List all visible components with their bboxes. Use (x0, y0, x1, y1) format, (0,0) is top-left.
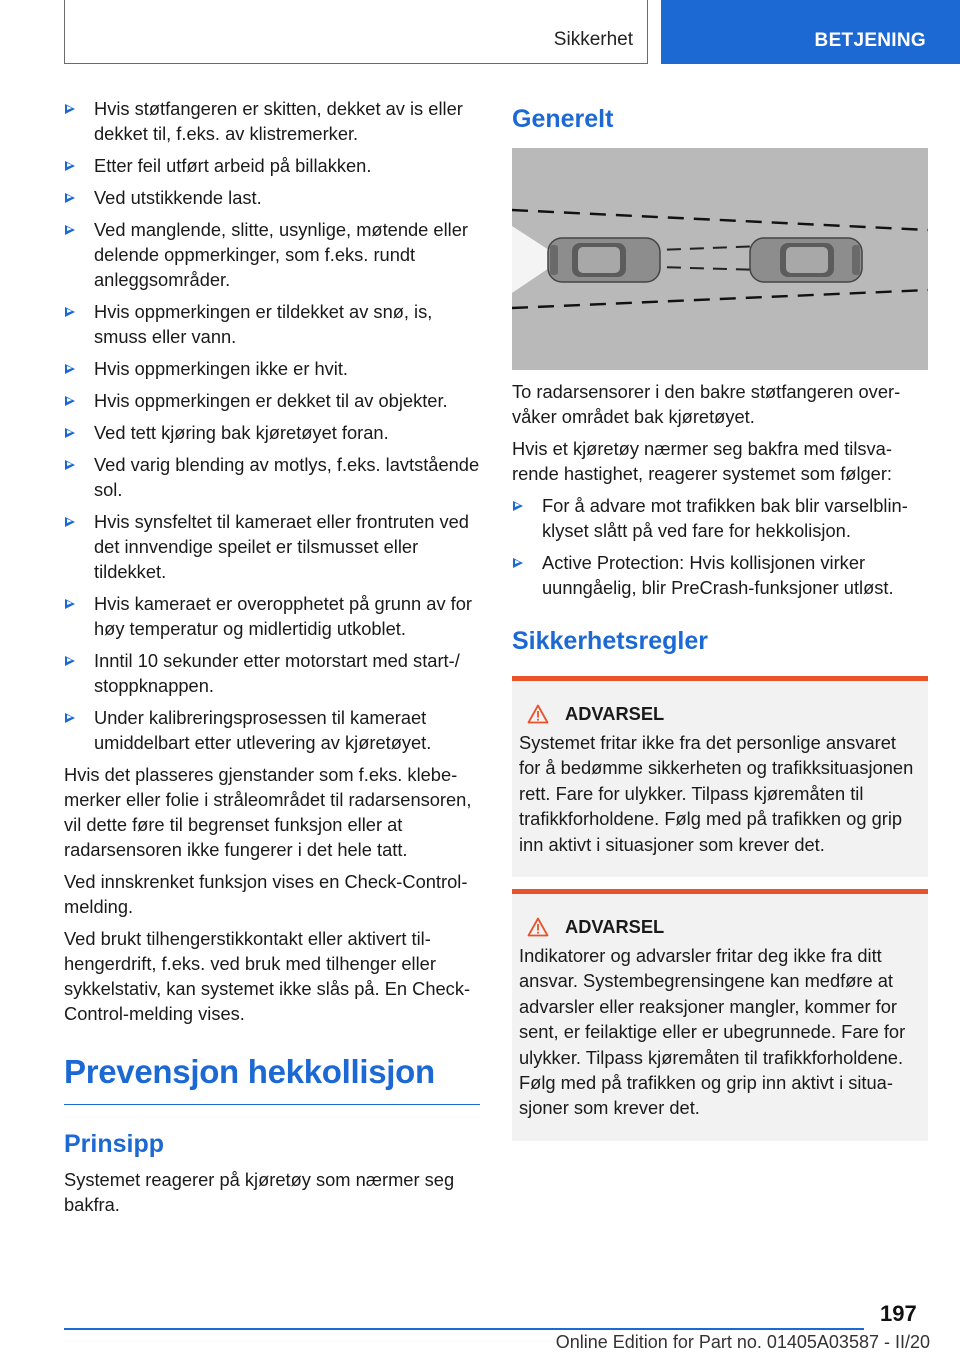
header-chapter-label: BETJENING (814, 30, 926, 51)
radar-sensors-paragraph: To radarsensorer i den bakre støtfangeren overvåker området bak kjøretøyet. (512, 381, 901, 427)
warning-title: ADVARSEL (565, 916, 665, 938)
list-item: Ved tett kjøring bak kjøretøyet foran. (64, 420, 480, 445)
general-heading: Generelt (512, 105, 614, 133)
header-section-tab (64, 0, 648, 64)
warning-triangle-icon (527, 704, 549, 724)
approach-paragraph: Hvis et kjøretøy nærmer seg bakfra med tilsvarende hastighet, reagerer systemet som følger: (512, 438, 893, 484)
radar-obstruction-paragraph: Hvis det plasseres gjenstander som f.eks. klebemerker eller folie i stråleområdet til radarsensoren, vil dette føre til begrenset funksjon eller at radarsensoren ikke fungerer i det hele tatt. (64, 764, 472, 860)
list-item: Hvis oppmerkingen ikke er hvit. (64, 356, 480, 381)
triangle-bullet-icon (513, 558, 523, 568)
section-heading: Prevensjon hekkollisjon (64, 1052, 480, 1105)
triangle-bullet-icon (65, 307, 75, 317)
list-item: Hvis oppmerkingen er dekket til av objekter. (64, 388, 480, 413)
triangle-bullet-icon (65, 428, 75, 438)
header-section-label: Sikkerhet (553, 29, 633, 50)
list-item: Hvis støtfangeren er skitten, dekket av is eller dekket til, f.eks. av klistremerker. (64, 96, 480, 146)
safety-rules-heading: Sikkerhetsregler (512, 627, 708, 655)
warning-triangle-icon (527, 917, 549, 937)
warning-text: Systemet fritar ikke fra det personlige ansvaret for å bedømme sikkerheten og trafikksituasjonen rett. Fare for ulykker. Tilpass kjøremåten til trafikkforholdene. Følg med på trafikken og grip inn aktivt i situasjoner som krever det. (519, 732, 914, 855)
reaction-list (512, 493, 928, 600)
triangle-bullet-icon (65, 364, 75, 374)
triangle-bullet-icon (65, 396, 75, 406)
check-control-paragraph: Ved innskrenket funksjon vises en Check-Control-melding. (64, 871, 468, 917)
list-item: Ved varig blending av motlys, f.eks. lavtstående sol. (64, 452, 480, 502)
footer-divider (64, 1328, 864, 1330)
warning-text: Indikatorer og advarsler fritar deg ikke fra ditt ansvar. Systembegrensingene kan medføre at advarsler eller reaksjoner mangler, kommer for sent, er feilaktige eller er ubegrunnede. Fare for ulykker. Tilpass kjøremåten til trafikkforholdene. Følg med på trafikken og grip inn aktivt i situasjoner som krever det. (519, 945, 906, 1119)
principle-heading: Prinsipp (64, 1130, 165, 1158)
triangle-bullet-icon (65, 599, 75, 609)
list-item: Etter feil utført arbeid på billakken. (64, 153, 480, 178)
list-item: Hvis oppmerkingen er tildekket av snø, is, smuss eller vann. (64, 299, 480, 349)
list-item: Inntil 10 sekunder etter motorstart med start-/ stoppknappen. (64, 648, 480, 698)
warning-box (512, 889, 928, 1141)
triangle-bullet-icon (513, 501, 523, 511)
rear-radar-illustration (512, 148, 928, 370)
list-item: Ved manglende, slitte, usynlige, møtende eller delende oppmerkinger, som f.eks. rundt anleggsområder. (64, 217, 480, 292)
triangle-bullet-icon (65, 460, 75, 470)
triangle-bullet-icon (65, 656, 75, 666)
warning-title: ADVARSEL (565, 703, 665, 724)
list-item: Under kalibreringsprosessen til kameraet umiddelbart etter utlevering av kjøretøyet. (64, 705, 480, 755)
left-column (64, 96, 480, 1224)
edition-note: Online Edition for Part no. 01405A03587 - II/20 (555, 1332, 930, 1352)
list-item: For å advare mot trafikken bak blir varselblinklyset slått på ved fare for hekkolisjon. (512, 493, 928, 543)
triangle-bullet-icon (65, 225, 75, 235)
list-item: Active Protection: Hvis kollisjonen virker uunngåelig, blir PreCrash-funksjoner utløst. (512, 550, 928, 600)
header-chapter-tab (661, 0, 960, 64)
warning-box (512, 676, 928, 877)
triangle-bullet-icon (65, 104, 75, 114)
triangle-bullet-icon (65, 161, 75, 171)
triangle-bullet-icon (65, 713, 75, 723)
list-item: Hvis synsfeltet til kameraet eller frontruten ved det innvendige speilet er tilsmusset eller tildekket. (64, 509, 480, 584)
triangle-bullet-icon (65, 193, 75, 203)
list-item: Ved utstikkende last. (64, 185, 480, 210)
limitations-list (64, 96, 480, 755)
right-column (512, 96, 928, 1141)
page-number: 197 (880, 1301, 917, 1326)
principle-paragraph: Systemet reagerer på kjøretøy som nærmer seg bakfra. (64, 1169, 455, 1215)
trailer-paragraph: Ved brukt tilhengerstikkontakt eller aktivert tilhengerdrift, f.eks. ved bruk med tilhenger eller sykkelstativ, kan systemet ikke slås på. En Check-Control-melding vises. (64, 928, 471, 1024)
list-item: Hvis kameraet er overopphetet på grunn av for høy temperatur og midlertidig utkoblet. (64, 591, 480, 641)
triangle-bullet-icon (65, 517, 75, 527)
